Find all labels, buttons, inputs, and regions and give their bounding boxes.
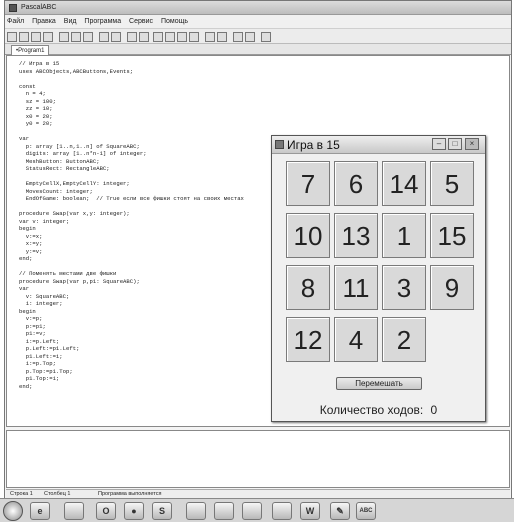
build-icon[interactable]: [245, 32, 255, 42]
code-line: n = 4;: [19, 90, 46, 97]
tile-1[interactable]: 1: [382, 213, 426, 258]
code-line: begin: [19, 225, 36, 232]
code-line: zz = 10;: [19, 105, 53, 112]
step-out-icon[interactable]: [177, 32, 187, 42]
code-line: end;: [19, 255, 33, 262]
code-line: uses ABCObjects,ABCButtons,Events;: [19, 67, 134, 75]
word-icon[interactable]: W: [300, 502, 320, 520]
new-file-icon[interactable]: [7, 32, 17, 42]
pascal-app-icon: [9, 4, 17, 12]
tile-9[interactable]: 9: [430, 265, 474, 310]
tile-7[interactable]: 7: [286, 161, 330, 206]
game-window: [271, 135, 486, 422]
taskbar: [0, 498, 514, 522]
start-button[interactable]: [3, 501, 23, 521]
editor-tabstrip: [5, 44, 511, 55]
output-pane[interactable]: [6, 430, 510, 488]
step-over-icon[interactable]: [165, 32, 175, 42]
moves-counter: [272, 403, 485, 417]
tile-5[interactable]: 5: [430, 161, 474, 206]
tile-15[interactable]: 15: [430, 213, 474, 258]
menu-service[interactable]: Сервис: [129, 18, 154, 25]
code-line: v:=x;: [19, 232, 43, 240]
status-bar: [6, 489, 510, 498]
code-line: p1.Top:=i;: [19, 375, 60, 382]
paste-icon[interactable]: [83, 32, 93, 42]
app-icon-1[interactable]: [186, 502, 206, 520]
code-line: i:=p.Left;: [19, 337, 60, 345]
tile-8[interactable]: 8: [286, 265, 330, 310]
stop-icon[interactable]: [139, 32, 149, 42]
media-player-icon[interactable]: ●: [124, 502, 144, 520]
game-titlebar[interactable]: [272, 136, 485, 154]
tile-13[interactable]: 13: [334, 213, 378, 258]
code-line: sz = 100;: [19, 97, 56, 105]
run-to-cursor-icon[interactable]: [189, 32, 199, 42]
moves-count: 0: [430, 403, 438, 417]
code-line: p.Left:=p1.Left;: [19, 345, 80, 352]
menu-help[interactable]: Помощь: [160, 18, 189, 25]
code-line: procedure Swap(var p,p1: SquareABC);: [19, 277, 140, 285]
code-line: begin: [19, 307, 36, 315]
code-line: StatusRect: RectangleABC;: [19, 165, 110, 172]
code-line: procedure Swap(var x,y: integer);: [19, 210, 130, 217]
cut-icon[interactable]: [59, 32, 69, 42]
moves-label: Количество ходов:: [319, 403, 424, 417]
code-line: var: [19, 285, 30, 292]
code-line: // Поменять местами две фишки: [19, 270, 117, 277]
save-icon[interactable]: [31, 32, 41, 42]
code-line: const: [19, 82, 36, 90]
tile-10[interactable]: 10: [286, 213, 330, 258]
maximize-button[interactable]: □: [448, 138, 462, 150]
menu-program[interactable]: Программа: [84, 18, 122, 25]
code-line: y0 = 20;: [19, 120, 53, 127]
options-icon[interactable]: [261, 32, 271, 42]
ide-title: PascalABC: [21, 4, 57, 11]
tile-12[interactable]: 12: [286, 317, 330, 362]
code-line: end;: [19, 382, 33, 390]
code-line: i:=p.Top;: [19, 360, 56, 367]
code-line: p1:=v;: [19, 330, 46, 337]
minimize-button[interactable]: –: [432, 138, 446, 150]
step-into-icon[interactable]: [153, 32, 163, 42]
code-line: p:=p1;: [19, 322, 46, 330]
code-line: p: array [1..n,1..n] of SquareABC;: [19, 142, 140, 150]
code-line: EndOfGame: boolean; // True если все фишки стоят на своих местах: [19, 195, 244, 202]
status-column: Столбец 1: [44, 491, 71, 497]
code-line: digits: array [1..n*n-1] of integer;: [19, 150, 147, 157]
run-icon[interactable]: [127, 32, 137, 42]
app-icon-3[interactable]: [242, 502, 262, 520]
app-icon-2[interactable]: [214, 502, 234, 520]
tile-14[interactable]: 14: [382, 161, 426, 206]
game-title: Игра в 15: [287, 138, 340, 152]
menu-file[interactable]: Файл: [7, 18, 25, 25]
code-line: p1.Left:=i;: [19, 352, 63, 360]
game-app-icon: [275, 140, 284, 149]
code-line: x0 = 20;: [19, 112, 53, 120]
tile-3[interactable]: 3: [382, 265, 426, 310]
toolbar: [5, 28, 511, 44]
code-line: var v: integer;: [19, 217, 70, 225]
add-form-icon[interactable]: [217, 32, 227, 42]
code-line: var: [19, 135, 30, 142]
menu-bar: [5, 15, 511, 28]
app-icon-4[interactable]: [272, 502, 292, 520]
folder-icon[interactable]: [64, 502, 84, 520]
status-row: Строка 1: [10, 491, 33, 497]
save-all-icon[interactable]: [43, 32, 53, 42]
tile-6[interactable]: 6: [334, 161, 378, 206]
tile-4[interactable]: 4: [334, 317, 378, 362]
code-line: v: SquareABC;: [19, 292, 70, 300]
shuffle-button[interactable]: Перемешать: [336, 377, 422, 390]
open-file-icon[interactable]: [19, 32, 29, 42]
code-line: p.Top:=p1.Top;: [19, 367, 73, 375]
code-line: v:=p;: [19, 315, 43, 322]
code-line: EmptyCellX,EmptyCellY: integer;: [19, 180, 130, 187]
paint-icon[interactable]: ✎: [330, 502, 350, 520]
ie-icon[interactable]: e: [30, 502, 50, 520]
redo-icon[interactable]: [111, 32, 121, 42]
menu-view[interactable]: Вид: [63, 18, 77, 25]
skype-icon[interactable]: S: [152, 502, 172, 520]
code-line: // Игра в 15: [19, 60, 60, 67]
tile-2[interactable]: 2: [382, 317, 426, 362]
opera-icon[interactable]: O: [96, 502, 116, 520]
ide-titlebar: [5, 1, 511, 15]
code-line: i: integer;: [19, 300, 63, 307]
pascal-abc-icon[interactable]: ABC: [356, 502, 376, 520]
code-line: MovesCount: integer;: [19, 187, 93, 195]
compile-icon[interactable]: [233, 32, 243, 42]
code-line: y:=v;: [19, 247, 43, 255]
undo-icon[interactable]: [99, 32, 109, 42]
status-message: Программа выполняется: [98, 491, 162, 497]
copy-icon[interactable]: [71, 32, 81, 42]
menu-edit[interactable]: Правка: [32, 18, 56, 25]
form-designer-icon[interactable]: [205, 32, 215, 42]
code-line: x:=y;: [19, 240, 43, 247]
tile-11[interactable]: 11: [334, 265, 378, 310]
close-button[interactable]: ×: [465, 138, 479, 150]
code-line: MeshButton: ButtonABC;: [19, 157, 100, 165]
tab-program1[interactable]: •Program1: [11, 45, 49, 55]
